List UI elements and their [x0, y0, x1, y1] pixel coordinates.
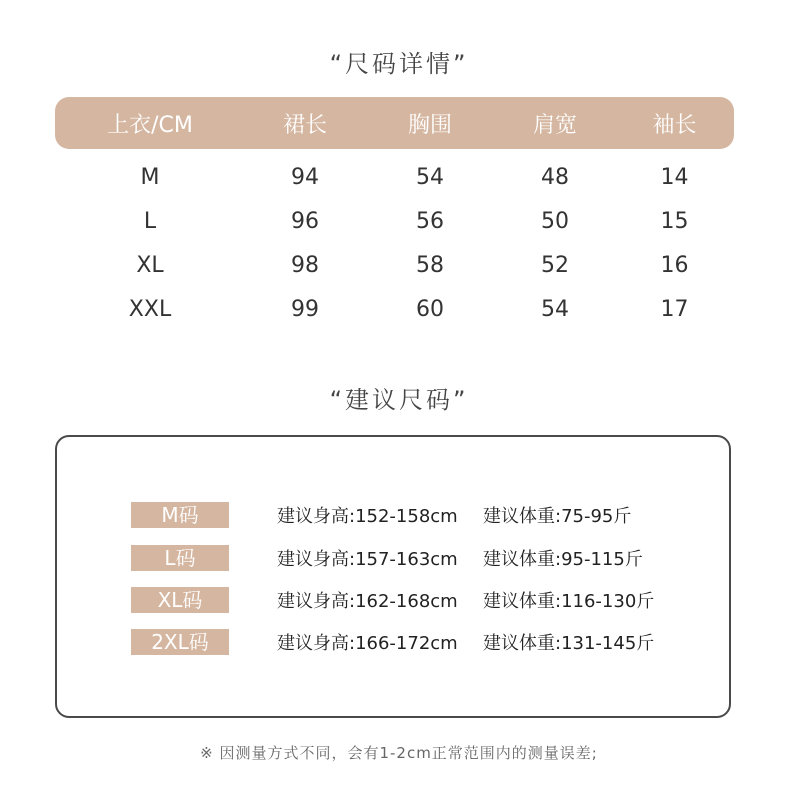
shoulder-cell: 50	[541, 208, 569, 234]
header-cell-top: 上衣/CM	[107, 112, 193, 138]
table-row	[55, 199, 734, 243]
dress-length-cell: 98	[291, 252, 319, 278]
size-table	[55, 97, 734, 331]
size-badge: XL码	[131, 587, 229, 613]
header-cell-shoulder: 肩宽	[532, 112, 577, 138]
table-row	[55, 243, 734, 287]
size-details-title: “尺码详情”	[329, 50, 469, 78]
suggestion-row	[131, 586, 654, 614]
suggested-height: 建议身高:157-163cm	[277, 549, 458, 570]
suggested-height: 建议身高:162-168cm	[277, 591, 458, 612]
suggestion-row	[131, 628, 654, 656]
suggested-height: 建议身高:152-158cm	[277, 506, 458, 527]
suggested-weight: 建议体重:75-95斤	[483, 506, 632, 527]
suggestion-row	[131, 501, 631, 529]
dress-length-cell: 96	[291, 208, 319, 234]
suggested-height: 建议身高:166-172cm	[277, 633, 458, 654]
measurement-note: ※ 因测量方式不同，会有1-2cm正常范围内的测量误差;	[200, 744, 598, 762]
shoulder-cell: 54	[541, 296, 569, 322]
table-header	[55, 97, 734, 149]
suggested-sizes-title: “建议尺码”	[329, 386, 469, 414]
sleeve-cell: 15	[660, 208, 689, 234]
size-cell: L	[143, 208, 157, 234]
shoulder-cell: 48	[541, 164, 569, 190]
sleeve-cell: 14	[660, 164, 689, 190]
table-body	[55, 149, 734, 331]
bust-cell: 60	[416, 296, 444, 322]
suggested-weight: 建议体重:95-115斤	[483, 549, 643, 570]
size-badge: 2XL码	[131, 629, 229, 655]
bust-cell: 56	[416, 208, 444, 234]
header-cell-dress-length: 裙长	[282, 112, 327, 138]
header-cell-sleeve: 袖长	[652, 112, 697, 138]
suggested-sizes-box	[55, 435, 731, 718]
sleeve-cell: 17	[660, 296, 689, 322]
table-row	[55, 287, 734, 331]
shoulder-cell: 52	[541, 252, 569, 278]
sleeve-cell: 16	[660, 252, 689, 278]
size-cell: M	[140, 164, 160, 190]
suggested-weight: 建议体重:131-145斤	[483, 633, 655, 654]
suggested-weight: 建议体重:116-130斤	[483, 591, 655, 612]
size-badge: L码	[131, 545, 229, 571]
size-cell: XL	[136, 252, 164, 278]
suggestion-row	[131, 544, 643, 572]
dress-length-cell: 94	[291, 164, 319, 190]
dress-length-cell: 99	[291, 296, 319, 322]
bust-cell: 58	[416, 252, 444, 278]
size-cell: XXL	[128, 296, 172, 322]
table-row	[55, 155, 734, 199]
bust-cell: 54	[416, 164, 444, 190]
size-badge: M码	[131, 502, 229, 528]
header-cell-bust: 胸围	[407, 112, 452, 138]
